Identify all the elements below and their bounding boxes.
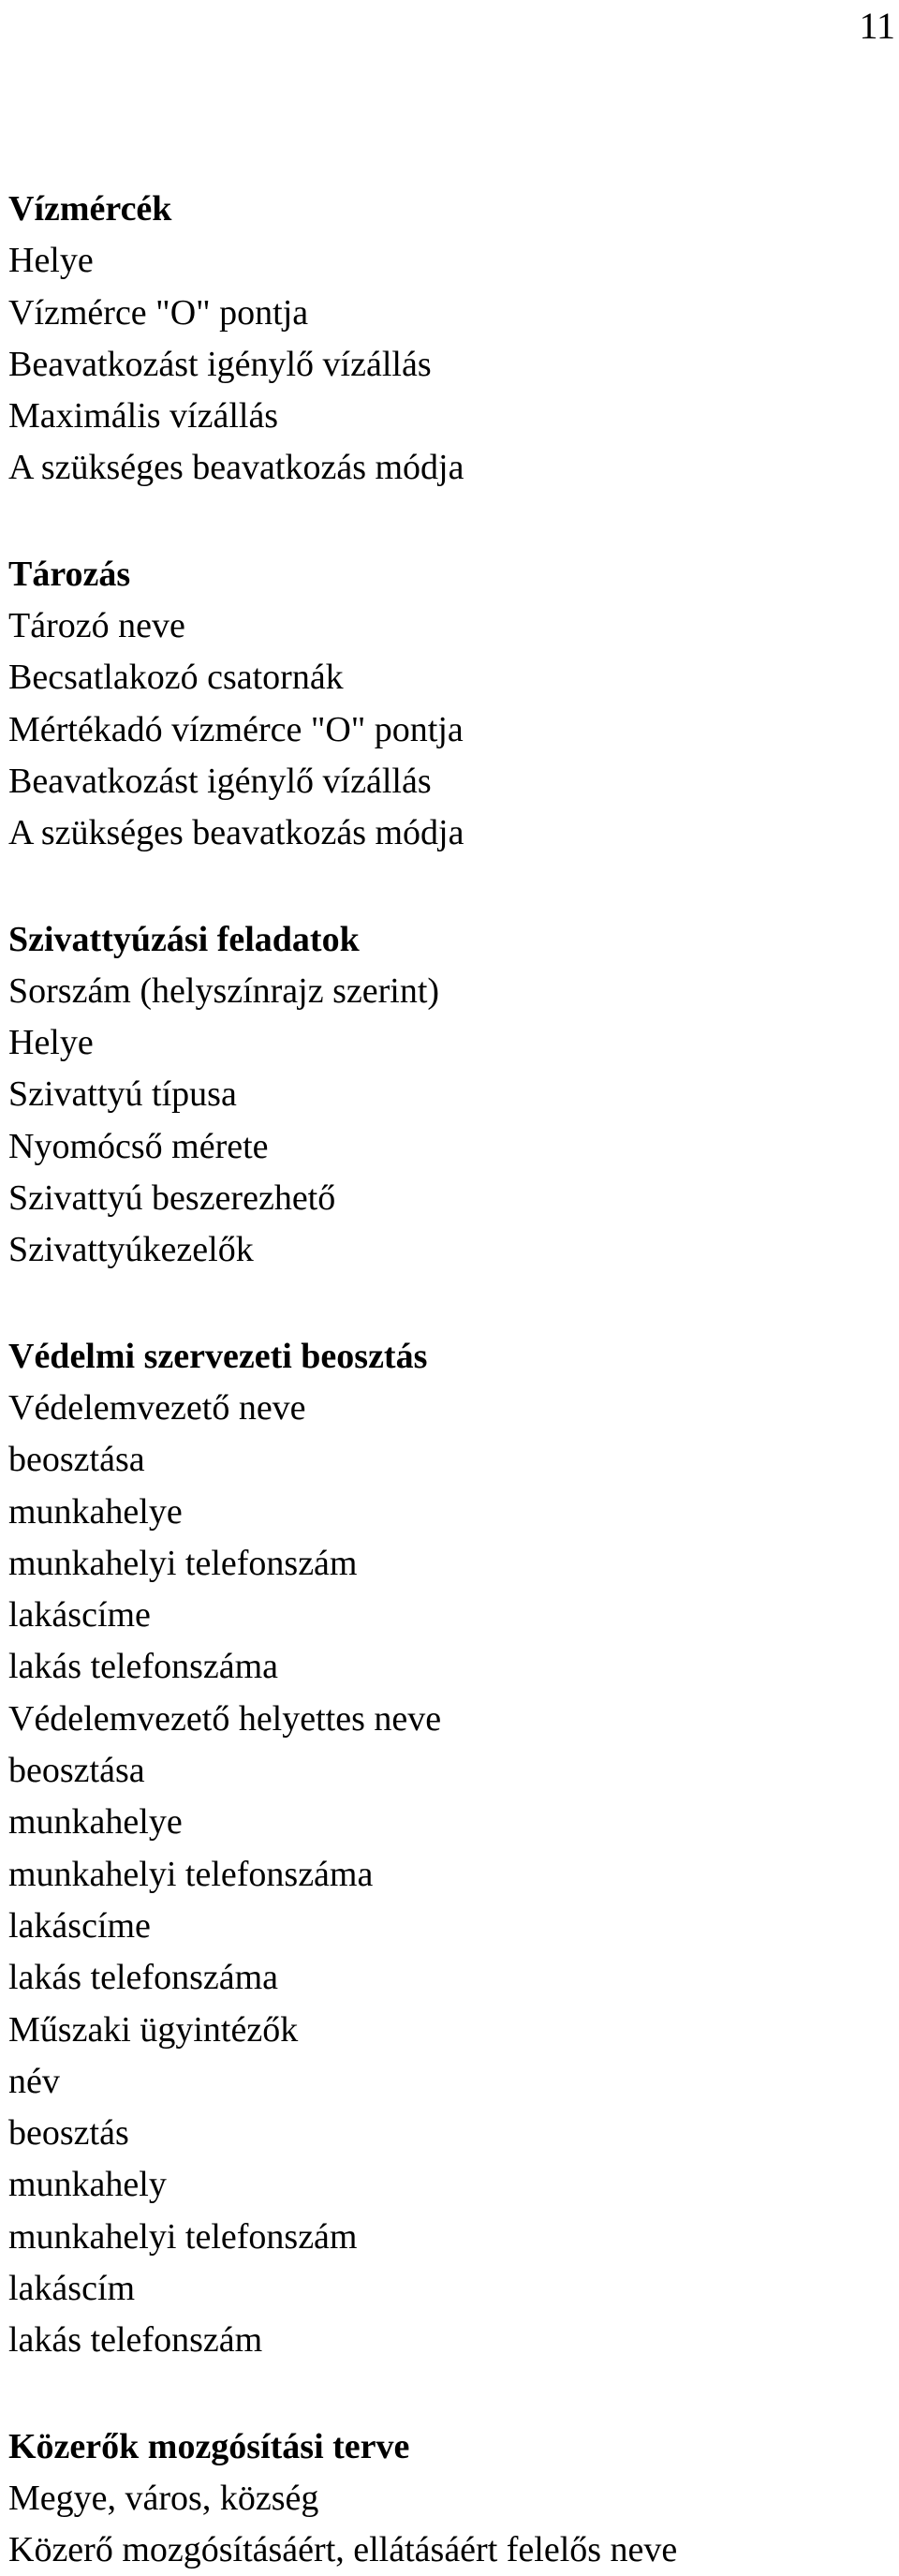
list-item: Szivattyú beszerezhető [8,1178,336,1219]
list-item: Vízmérce "O" pontja [8,292,309,333]
list-item: A szükséges beavatkozás módja [8,813,464,853]
section-heading: Szivattyúzási feladatok [8,919,360,959]
section-vedelmi-szervezeti-beosztas [8,1331,899,2367]
list-item: Helye [8,241,94,281]
list-item: Műszaki ügyintézők [8,2009,299,2050]
list-item: Közerő mozgósításáért, ellátásáért felelős neve [8,2530,678,2570]
list-item: Megye, város, község [8,2478,319,2518]
list-item: A szükséges beavatkozás módja [8,448,464,488]
list-item: munkahelye [8,1491,183,1532]
list-item: Mértékadó vízmérce "O" pontja [8,709,464,749]
section-heading: Vízmércék [8,189,172,229]
list-item: Tározó neve [8,606,185,646]
list-item: Szivattyú típusa [8,1074,237,1115]
list-item: Becsatlakozó csatornák [8,658,344,698]
list-item: Beavatkozást igénylő vízállás [8,761,432,801]
list-item: Maximális vízállás [8,396,279,437]
list-item: beosztás [8,2113,129,2154]
list-item: Sorszám (helyszínrajz szerint) [8,970,440,1011]
list-item: munkahelyi telefonszám [8,2216,358,2257]
list-item: munkahelyi telefonszám [8,1543,358,1583]
section-kozerok-mozgositasi-terve [8,2421,899,2576]
list-item: beosztása [8,1440,145,1480]
list-item: lakás telefonszáma [8,1958,279,1998]
list-item: Beavatkozást igénylő vízállás [8,344,432,384]
section-heading: Közerők mozgósítási terve [8,2426,410,2466]
list-item: lakáscíme [8,1905,151,1946]
section-heading: Védelmi szervezeti beosztás [8,1336,428,1376]
list-item: munkahelyi telefonszáma [8,1854,374,1894]
list-item: lakás telefonszám [8,2320,263,2361]
list-item: lakáscíme [8,1595,151,1636]
list-item: lakáscím [8,2268,136,2308]
list-item: Nyomócső mérete [8,1126,269,1166]
section-szivattyuzasi-feladatok [8,914,899,1277]
list-item: beosztása [8,1751,145,1791]
section-tarozas [8,549,899,860]
page-number: 11 [859,5,895,47]
list-item: Szivattyúkezelők [8,1230,254,1270]
document-body [8,184,899,2576]
list-item: munkahely [8,2165,167,2205]
list-item: Helye [8,1023,94,1063]
list-item: munkahelye [8,1802,183,1843]
list-item: Védelemvezető helyettes neve [8,1698,442,1739]
section-vizmercek [8,184,899,495]
section-heading: Tározás [8,554,131,594]
list-item: lakás telefonszáma [8,1647,279,1687]
list-item: Védelemvezető neve [8,1387,306,1428]
list-item: név [8,2061,60,2101]
